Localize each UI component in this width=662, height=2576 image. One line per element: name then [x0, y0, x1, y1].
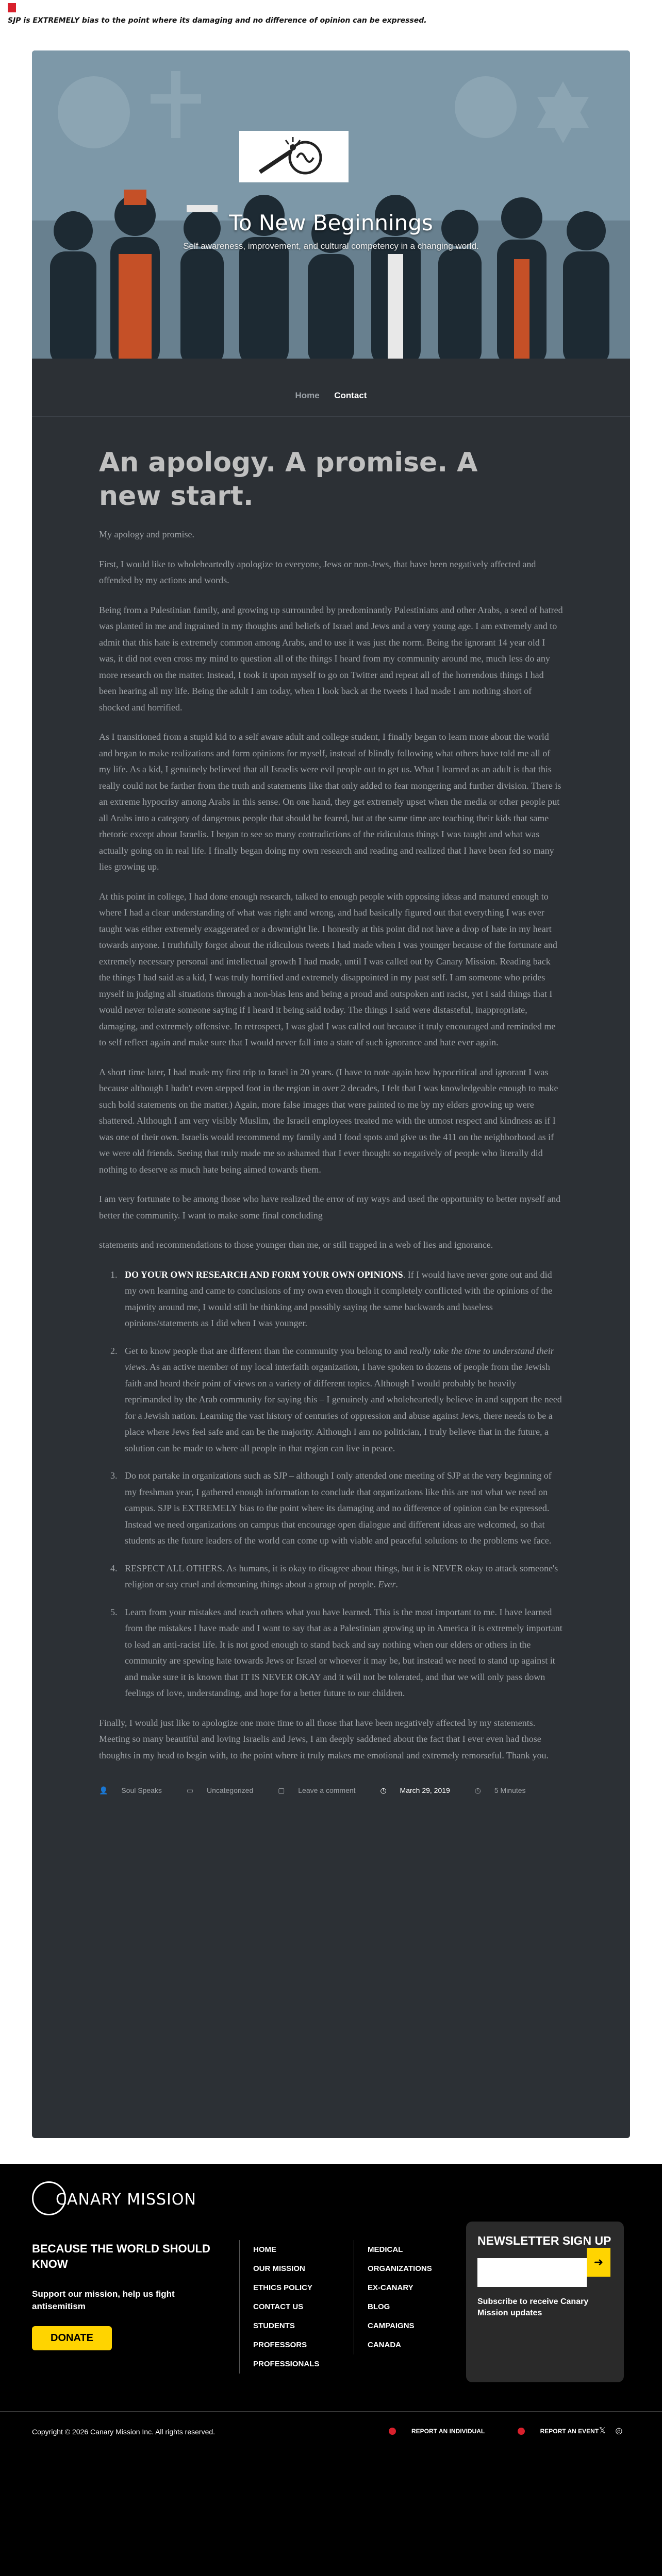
clock-icon: ◷	[380, 1786, 389, 1794]
nav-divider	[32, 416, 630, 417]
nav-home-link[interactable]: Home	[295, 391, 320, 400]
post-title: An apology. A promise. A new start.	[99, 447, 478, 512]
list-item-post: .	[395, 1579, 398, 1589]
annotation-strip	[0, 0, 662, 31]
footer-logo-text: CANARY MISSION	[56, 2191, 196, 2209]
footer-links-col1	[239, 2240, 319, 2374]
footer-link[interactable]: HOME	[253, 2245, 276, 2254]
footer-heading: BECAUSE THE WORLD SHOULD KNOW	[32, 2242, 210, 2270]
footer-link[interactable]: EX-CANARY	[368, 2283, 413, 2292]
post-paragraph: My apology and promise.	[99, 529, 194, 539]
comment-link: Leave a comment	[298, 1786, 356, 1794]
newsletter-email-input[interactable]	[477, 2258, 587, 2287]
newsletter-description: Subscribe to receive Canary Mission updates	[477, 2297, 589, 2318]
post-paragraph: I am very fortunate to be among those who have realized the error of my ways and used the opportunity to better myself and better the community. I want to make some final concluding	[99, 1194, 561, 1221]
post-paragraph: Being from a Palestinian family, and growing up surrounded by predominantly Palestinians and other Arabs, a seed of hatred was planted in me and ingrained in my thoughts and beliefs of Israel and Jews and a very young age. I am extremely and to admit that this hate is extremely common among Arabs, and to use it was just the norm. Being the ignorant 14 year old I was, it did not even cross my mind to question all of the things I heard from my community around me, much less do any more research on the matter. Instead, I took it upon myself to go on Twitter and repeat all of the horrendous things I had been hearing all my life. Being the adult I am today, when I look back at the tweets I had made I am nothing short of shocked and horrified.	[99, 604, 563, 713]
site-footer	[0, 2164, 662, 2576]
newsletter-title: NEWSLETTER SIGN UP	[477, 2234, 611, 2247]
folder-icon: ▭	[186, 1786, 195, 1794]
post-paragraph: As I transitioned from a stupid kid to a self aware adult and college student, I finally began to learn more about the world and began to make realizations and form opinions for myself, instead of blindly following what others have told me all of my life. As a kid, I genuinely believed that all Israelis were evil people out to get us. What I learned as an adult is that this really could not be farther from the truth and statements like that only added to fear mongering and further division. There is an extreme hypocrisy among Arabs in this sense. On one hand, they get extremely upset when the media or other people put all Arabs into a category of dangerous people that should be feared, but at the same time are teaching their kids that same rhetoric except about Israelis. I began to see so many contradictions of the ridiculous things I was taught and what was actually going on in real life. I finally began doing my own research and reading and realized that I have been fed so many lies growing up.	[99, 732, 561, 872]
post-closing: Finally, I would just like to apologize one more time to all those that have been negatively affected by my statements. Meeting so many beautiful and loving Israelis and Jews, I am deeply saddened about the fact that I ever even had those thoughts in my head to begin with, to the point where it truly makes me emotional and extremely remorseful. Thank you.	[99, 1717, 549, 1760]
read-time: 5 Minutes	[494, 1786, 526, 1794]
category-meta[interactable]	[187, 1786, 264, 1794]
report-icon	[518, 2428, 525, 2435]
page-wrapper	[0, 31, 662, 2164]
report-individual-link[interactable]	[389, 2428, 500, 2435]
report-icon	[389, 2428, 396, 2435]
footer-link[interactable]: ORGANIZATIONS	[368, 2264, 432, 2273]
footer-mission	[32, 2241, 228, 2350]
footer-link[interactable]: CAMPAIGNS	[368, 2321, 415, 2330]
main-nav	[32, 391, 630, 401]
author-meta[interactable]	[99, 1786, 173, 1794]
post-meta	[99, 1786, 563, 1795]
footer-support-text: Support our mission, help us fight antisemitism	[32, 2289, 175, 2312]
list-item-emphasis: Ever	[378, 1579, 396, 1589]
post-paragraph: statements and recommendations to those younger than me, or still trapped in a web of lies and ignorance.	[99, 1240, 493, 1250]
user-icon: 👤	[99, 1786, 110, 1794]
footer-links-col2	[354, 2240, 432, 2354]
list-item-text: . As an active member of my local interfaith organization, I have spoken to dozens of people from the Jewish faith and heard their point of views on a variety of different topics. Although I would probably be heavily reprimanded by the Arab community for saying this – I genuinely and wholeheartedly believe in and support the need for a Jewish nation. Learning the vast history of centuries of oppression and abuse against Jews, there needs to be a place where Jews feel safe and can be the majority. Although I am no politician, I truly believe that in the future, a solution can be made to where all people in that region can live in peace.	[125, 1362, 562, 1453]
site-title[interactable]: To New Beginnings	[229, 210, 433, 235]
annotation-quote: SJP is EXTREMELY bias to the point where its damaging and no difference of opinion can be expressed.	[8, 16, 427, 25]
author-name: Soul Speaks	[121, 1786, 162, 1794]
list-item-text: RESPECT ALL OTHERS. As humans, it is okay to disagree about things, but it is NEVER okay to attack someone's religion or say cruel and demeaning things about a group of people.	[125, 1563, 558, 1589]
donate-button[interactable]: DONATE	[32, 2326, 112, 2350]
site-tagline: Self awareness, improvement, and cultural competency in a changing world.	[183, 241, 479, 251]
post-paragraph: A short time later, I had made my first trip to Israel in 20 years. (I have to note again how hypocritical and ignorant I was because although I hadn't even stepped foot in the region in over 2 decades, I felt that I was knowledgeable enough to make such bold statements on the matter.) Again, more false images that were painted to me by my elders growing up were shattered. Although I am very visibly Muslim, the Israeli employees treated me with the utmost respect and kindness as if I was one of their own. Israelis would recommend my family and I food spots and give us the 411 on the neighborhood as if we were old friends. Seeing that truly made me so ashamed that I ever thought so negatively of people who literally did nothing to deserve as much hate being aimed towards them.	[99, 1066, 558, 1175]
comment-icon: ▢	[278, 1786, 287, 1794]
date-meta[interactable]	[380, 1786, 461, 1794]
list-item-emphasis: really take the time to understand their views	[125, 1345, 554, 1372]
list-item	[120, 1343, 563, 1457]
post-paragraph: First, I would like to wholeheartedly apologize to everyone, Jews or non-Jews, that have been negatively affected and offended by my actions and words.	[99, 558, 536, 585]
newsletter-submit-button[interactable]: ➜	[587, 2248, 610, 2277]
post-paragraph: At this point in college, I had done enough research, talked to enough people with opposing ideas and matured enough to where I had a clear understanding of what was right and wrong, and had basically figured out that everything I was ever taught was either extremely exaggerated or a downright lie. I honestly at this point did not have a drop of hate in my heart towards anyone. I truthfully forgot about the ridiculous tweets I had made when I was younger because of the fortunate and extremely necessary personal and intellectual growth I had made, until I was called out by Canary Mission. Reading back the things I had said as a kid, I was truly horrified and extremely disappointed in my past self. I am someone who prides myself in judging all situations through a non-bias lens and being a proud and outspoken anti racist, yet I said things that I would never tolerate someone saying if I heard it being said today. The things I said were distasteful, inappropriate, damaging, and extremely offensive. In retrospect, I was glad I was called out because it truly encouraged and reminded me to self reflect again and make sure that I would never fall into a state of such ignorance and hate ever again.	[99, 891, 557, 1047]
hero-illustration	[32, 50, 630, 366]
footer-link[interactable]: STUDENTS	[253, 2321, 295, 2330]
post-date: March 29, 2019	[400, 1786, 450, 1794]
x-icon[interactable]: 𝕏	[599, 2427, 606, 2435]
blog-card	[32, 50, 630, 2138]
comment-meta[interactable]	[278, 1786, 367, 1794]
footer-link[interactable]: PROFESSORS	[253, 2341, 307, 2349]
list-item-text: Do not partake in organizations such as SJP – although I only attended one meeting of SJP at the very beginning of my freshman year, I gathered enough information to conclude that organizations like this are not what we need on campus. SJP is EXTREMELY bias to the point where its damaging and no difference of opinion can be expressed. Instead we need organizations on campus that encourage open dialogue and different ideas are welcomed, so that students as the future leaders of the world can come up with viable and peaceful solutions to the problems we face.	[125, 1470, 552, 1546]
recommendation-list	[120, 1267, 563, 1702]
footer-divider	[0, 2411, 662, 2412]
red-marker	[8, 3, 16, 12]
hero-banner	[32, 50, 630, 366]
read-time-meta	[475, 1786, 537, 1794]
footer-link[interactable]: BLOG	[368, 2302, 390, 2311]
post-article	[99, 446, 563, 1795]
list-item	[120, 1604, 563, 1702]
list-item-bold: DO YOUR OWN RESEARCH AND FORM YOUR OWN OPINIONS	[125, 1269, 403, 1280]
nav-contact-link[interactable]: Contact	[334, 391, 367, 400]
brain-lightbulb-icon	[239, 131, 349, 182]
newsletter-box	[466, 2222, 624, 2382]
instagram-icon[interactable]: ◎	[615, 2427, 623, 2435]
footer-link[interactable]: PROFESSIONALS	[253, 2360, 320, 2368]
footer-link[interactable]: CANADA	[368, 2341, 401, 2349]
list-item-text: . If I would have never gone out and did my own learning and came to conclusions of my own even though it completely conflicted with the opinions of the majority around me, I would still be thinking and possibly saying the same backwards and baseless opinions/statements as I did when I was younger.	[125, 1269, 553, 1328]
report-individual-label: REPORT AN INDIVIDUAL	[411, 2428, 485, 2435]
footer-link[interactable]: ETHICS POLICY	[253, 2283, 313, 2292]
social-links	[592, 2426, 622, 2436]
report-event-label: REPORT AN EVENT	[540, 2428, 599, 2435]
list-item	[120, 1468, 563, 1549]
site-logo[interactable]	[239, 131, 349, 182]
footer-link[interactable]: CONTACT US	[253, 2302, 304, 2311]
copyright: Copyright © 2026 Canary Mission Inc. All rights reserved.	[32, 2428, 216, 2436]
footer-link[interactable]: MEDICAL	[368, 2245, 403, 2254]
list-item-text: Learn from your mistakes and teach others what you have learned. This is the most important to me. I have learned from the mistakes I have made and I want to say that as a Palestinian growing up in America it is extremely important to lead an anti-racist life. It is not good enough to stand back and say nothing when our elders or others in the community are spewing hate towards Jews or Israel or whoever it may be, but instead we need to stand up against it and make sure it is known that IT IS NEVER OKAY and it will not be tolerated, and that we will only pass down feelings of love, understanding, and hope for a better future to our children.	[125, 1606, 562, 1698]
footer-link[interactable]: OUR MISSION	[253, 2264, 305, 2273]
category-name: Uncategorized	[206, 1786, 254, 1794]
list-item	[120, 1267, 563, 1332]
list-item-pre: Get to know people that are different than the community you belong to and	[125, 1345, 410, 1356]
list-item	[120, 1561, 563, 1593]
clock-icon: ◷	[474, 1786, 483, 1794]
